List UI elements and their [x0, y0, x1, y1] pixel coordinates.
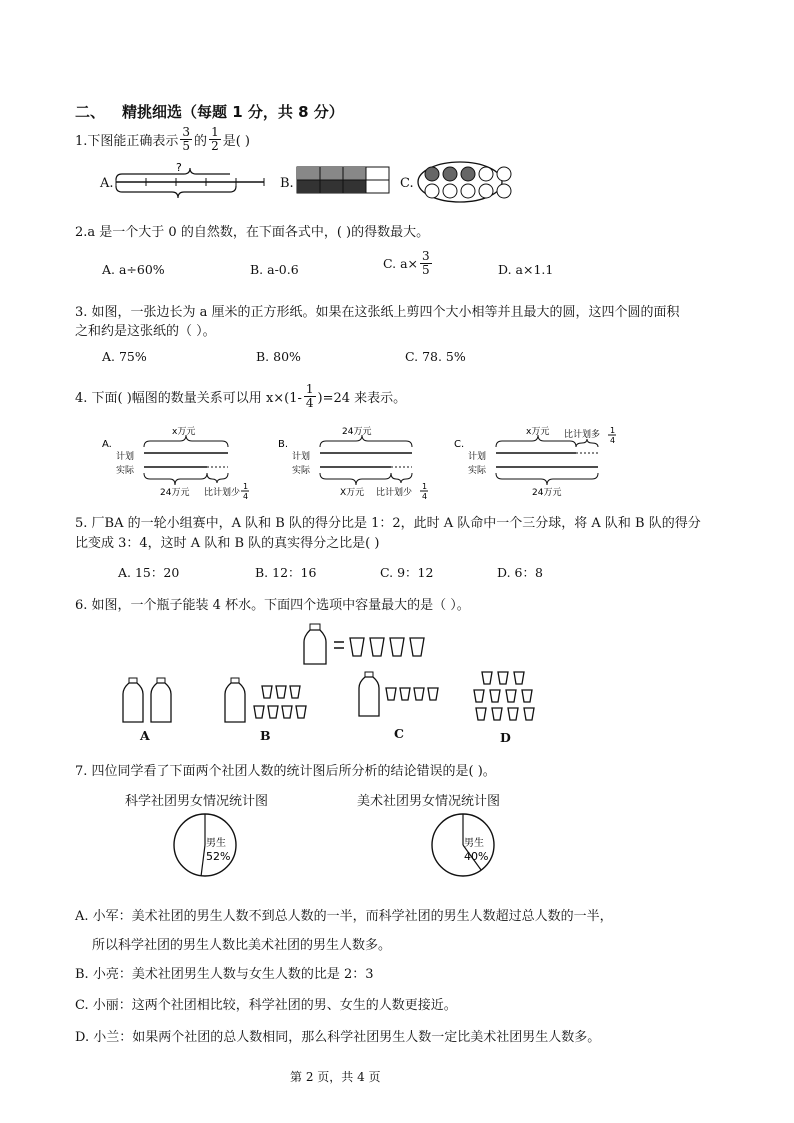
q4-b-actual-label: 实际 [292, 466, 311, 476]
q5-line2: 比变成 3：4，这时 A 队和 B 队的真实得分之比是( ) [75, 536, 380, 551]
q4-b-frac-den: 4 [422, 492, 428, 501]
q4-c-more-label: 比计划多 [564, 430, 601, 440]
q4-c-plan-label: 计划 [468, 452, 487, 462]
q4-a-frac-den: 4 [243, 492, 249, 501]
q1-suffix: 是( ) [222, 134, 250, 149]
q6-stem: 6. 如图，一个瓶子能装 4 杯水。下面四个选项中容量最大的是（ ）。 [75, 598, 470, 613]
q6-option-d-figure [472, 668, 542, 728]
q4-c-actual-label: 实际 [468, 466, 487, 476]
q6-equation-figure [300, 622, 440, 670]
q7-option-c: C. 小丽：这两个社团相比较，科学社团的男、女生的人数更接近。 [75, 998, 457, 1013]
q1-option-b-label: B. [280, 176, 294, 191]
q5-line1: 5. 厂BA 的一轮小组赛中，A 队和 B 队的得分比是 1：2，此时 A 队命中一个三分球，将 A 队和 B 队的得分 [75, 516, 701, 531]
q4-b-less-label: 比计划少 [376, 488, 413, 498]
q4-fraction: $\frac{1}{4}$ [305, 382, 314, 410]
q1-option-b-figure [296, 166, 392, 196]
pie-slice-label-male: 男生 [464, 838, 484, 849]
q1-prefix: 1.下图能正确表示 [75, 134, 179, 149]
q3-line2: 之和约是这张纸的（ ）。 [75, 324, 216, 339]
q1-option-c-figure [416, 160, 520, 204]
q6-option-b-label: B [260, 728, 271, 743]
q4-b-top-label: 24万元 [342, 427, 372, 437]
q2-option-b: B. a-0.6 [250, 262, 299, 277]
cup-icon [370, 638, 384, 656]
q6-option-c-label: C [394, 726, 404, 741]
q4-option-c-label: C. [454, 439, 465, 450]
cup-icon [390, 638, 404, 656]
q4-a-less-label: 比计划少 [204, 488, 241, 498]
bottle-icon [225, 678, 245, 722]
q6-option-d-label: D [500, 730, 511, 745]
q2-option-d: D. a×1.1 [498, 262, 554, 277]
bottle-icon [123, 678, 143, 722]
section-number: 二、 [75, 103, 106, 121]
q4-c-frac-num: 1 [610, 426, 616, 435]
q4-stem [75, 383, 406, 410]
q7-chart1-title: 科学社团男女情况统计图 [125, 794, 269, 809]
q6-option-c-figure [356, 670, 446, 720]
q4-suffix: )=24 来表示。 [317, 391, 407, 406]
bottle-icon [304, 624, 326, 664]
q7-chart2-title: 美术社团男女情况统计图 [357, 794, 501, 809]
q2-option-c-fraction: $\frac{3}{5}$ [422, 249, 430, 277]
q4-a-frac-num: 1 [243, 482, 249, 491]
q7-pie-chart-science [172, 812, 238, 878]
pie-slice-label-male: 男生 [206, 838, 226, 849]
bottle-icon [151, 678, 171, 722]
q3-option-c: C. 78. 5% [405, 349, 466, 364]
q5-option-d: D. 6：8 [497, 565, 543, 580]
q1-option-a-figure [114, 160, 274, 200]
q1-option-c-label: C. [400, 176, 414, 191]
q7-option-d: D. 小兰：如果两个社团的总人数相同，那么科学社团男生人数一定比美术社团男生人数多。 [75, 1030, 601, 1045]
q3-line1: 3. 如图，一张边长为 a 厘米的正方形纸。如果在这张纸上剪四个大小相等并且最大的圆，这四个圆的面积 [75, 305, 680, 320]
q1-option-a-label: A. [100, 176, 114, 191]
q6-option-a-label: A [140, 728, 150, 743]
q5-option-b: B. 12：16 [255, 565, 317, 580]
q1-fraction-3-5: $\frac{3}{5}$ [182, 125, 191, 153]
q3-option-a: A. 75% [102, 349, 147, 364]
q1-fraction-1-2: $\frac{1}{2}$ [211, 125, 219, 153]
q7-option-a-line2: 所以科学社团的男生人数比美术社团的男生人数多。 [92, 938, 392, 953]
q4-a-plan-label: 计划 [116, 452, 135, 462]
q5-option-c: C. 9：12 [380, 565, 434, 580]
bottle-icon [359, 672, 379, 716]
q2-option-c [383, 250, 434, 277]
q5-option-a: A. 15：20 [118, 565, 180, 580]
q4-a-actual-label: 实际 [116, 466, 135, 476]
q4-option-b-figure [276, 425, 436, 505]
q7-option-b: B. 小亮：美术社团男生人数与女生人数的比是 2：3 [75, 967, 374, 982]
q4-option-c-figure [452, 425, 632, 505]
q2-stem: 2.a 是一个大于 0 的自然数，在下面各式中，( )的得数最大。 [75, 225, 430, 240]
q7-stem: 7. 四位同学看了下面两个社团人数的统计图后所分析的结论错误的是( )。 [75, 764, 496, 779]
section-title: 精挑细选（每题 1 分，共 8 分） [122, 103, 344, 121]
q4-a-bottom-label: 24万元 [160, 488, 190, 498]
q2-option-a: A. a÷60% [102, 262, 165, 277]
q4-c-top-label: x万元 [526, 427, 550, 437]
q7-pie-chart-art [430, 812, 496, 878]
q6-option-b-figure [222, 676, 312, 726]
q6-option-a-figure [120, 676, 180, 726]
q4-c-frac-den: 4 [610, 436, 616, 445]
q4-option-b-label: B. [278, 439, 289, 450]
cup-icon [350, 638, 364, 656]
q2-option-c-text: C. a× [383, 256, 418, 271]
page-footer: 第 2 页，共 4 页 [290, 1070, 381, 1084]
pie-slice-value-52: 52% [206, 850, 231, 863]
q4-b-frac-num: 1 [422, 482, 428, 491]
q4-b-plan-label: 计划 [292, 452, 311, 462]
q4-prefix: 4. 下面( )幅图的数量关系可以用 x×(1- [75, 391, 302, 406]
q1-stem [75, 126, 250, 153]
q4-option-a-figure [100, 425, 250, 505]
q1-mid: 的 [194, 134, 208, 149]
q4-c-bottom-label: 24万元 [532, 488, 562, 498]
q4-option-a-label: A. [102, 439, 112, 450]
pie-slice-value-40: 40% [464, 850, 489, 863]
cup-icon [410, 638, 424, 656]
q7-option-a-line1: A. 小军：美术社团的男生人数不到总人数的一半，而科学社团的男生人数超过总人数的一半， [75, 909, 613, 924]
q4-a-top-label: x万元 [172, 427, 196, 437]
q1-question-mark: ? [176, 161, 182, 174]
q4-b-bottom-label: X万元 [340, 488, 365, 498]
q3-option-b: B. 80% [256, 349, 301, 364]
